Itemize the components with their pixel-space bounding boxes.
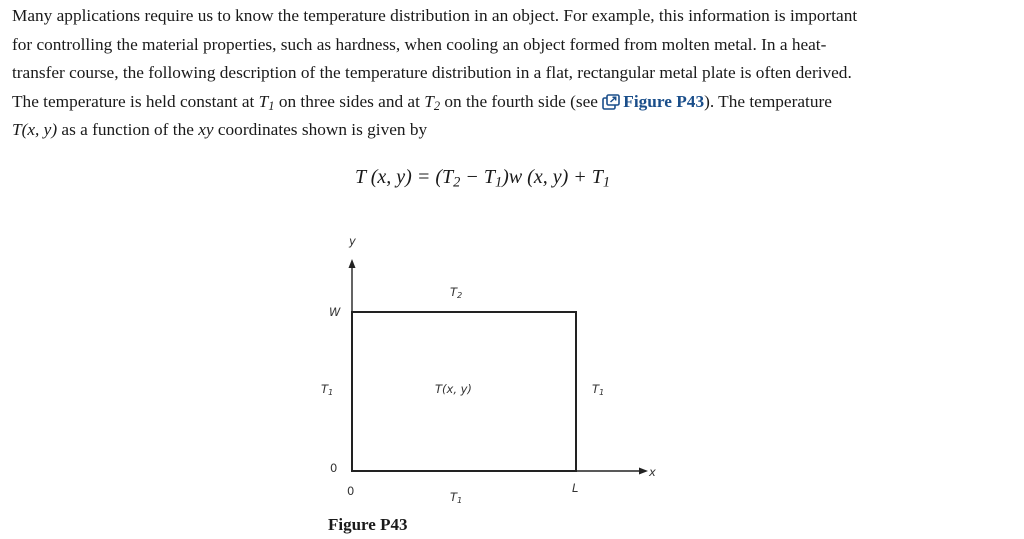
x-axis-label: x <box>649 465 656 479</box>
text-run: ). The temperature <box>704 91 832 111</box>
paragraph-line-5 <box>12 120 427 139</box>
origin-x-label: 0 <box>347 484 355 498</box>
t1-symbol: $T_1$ <box>258 91 275 113</box>
text-run: coordinates shown is given by <box>213 120 428 140</box>
right-edge-temp: $T_1$ <box>592 382 605 398</box>
origin-y-label: 0 <box>330 461 338 475</box>
w-label: W <box>329 305 341 319</box>
text-run: as a function of the <box>57 120 199 140</box>
t2-symbol: $T_2$ <box>424 91 441 113</box>
bottom-edge-temp: $T_1$ <box>450 490 463 506</box>
txy-symbol: T(x, y) <box>12 120 58 140</box>
figure-link-label: Figure P43 <box>623 91 705 111</box>
paragraph-line-1: Many applications require us to know the temperature distribution in an object. For example, this information is important <box>12 6 858 25</box>
text-run: on the fourth side (see <box>440 91 603 111</box>
external-link-icon <box>602 94 620 110</box>
paragraph-line-3: transfer course, the following description of the temperature distribution in a flat, rectangular metal plate is often derived. <box>12 63 852 83</box>
plate-diagram <box>300 225 700 500</box>
l-label: L <box>572 481 579 495</box>
y-axis-label: y <box>349 234 356 248</box>
figure-p43-link[interactable] <box>602 92 704 111</box>
y-axis-arrow <box>349 259 356 268</box>
problem-paragraph <box>12 2 1012 145</box>
xy-symbol: xy <box>198 120 214 140</box>
x-axis-arrow <box>639 468 648 475</box>
left-edge-temp: $T_1$ <box>321 382 334 398</box>
text-run: The temperature is held constant at <box>12 91 259 111</box>
paragraph-line-4 <box>12 92 832 111</box>
paragraph-line-2: for controlling the material properties, such as hardness, when cooling an object formed from molten metal. In a heat- <box>12 34 827 54</box>
top-edge-temp: $T_2$ <box>450 285 463 301</box>
figure-p43 <box>300 225 700 505</box>
temperature-equation: T (x, $y) = (T_2 - T_1)w$ (x, $y) + T_1$ <box>355 166 611 191</box>
center-temp-label: T(x, y) <box>435 382 472 396</box>
figure-caption: Figure P43 <box>328 515 408 534</box>
text-run: on three sides and at <box>274 91 425 111</box>
